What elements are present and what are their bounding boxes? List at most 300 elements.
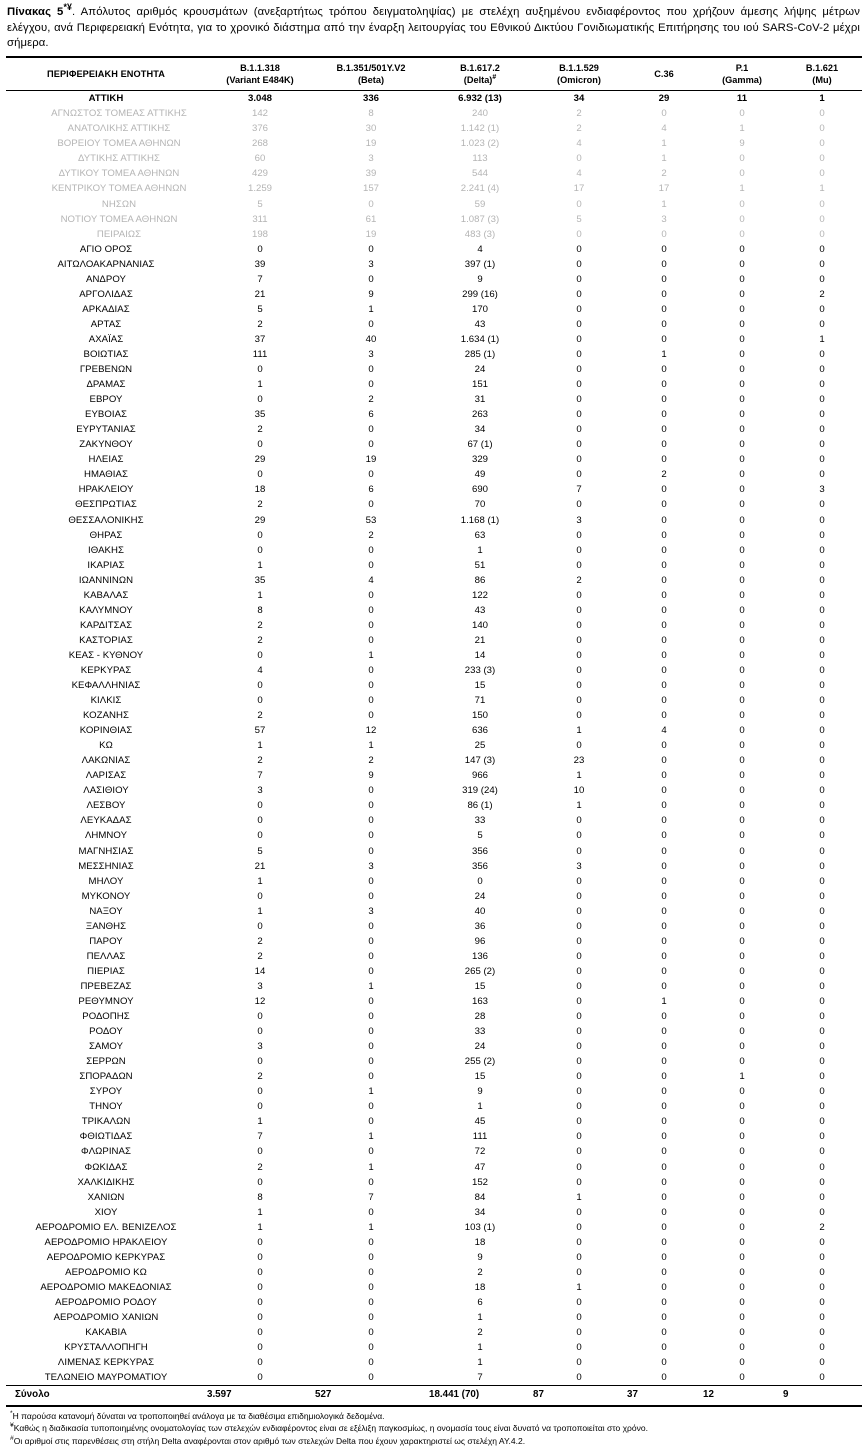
value-cell-5: 2: [661, 469, 667, 481]
value-cell-6: 0: [739, 318, 745, 330]
table-row: [6, 949, 862, 964]
value-cell-5: 0: [661, 1191, 667, 1203]
region-name-cell: ΕΒΡΟΥ: [89, 394, 123, 406]
value-cell-1: 18: [254, 484, 266, 496]
value-cell-2: 0: [368, 680, 374, 692]
value-cell-4: 34: [573, 93, 585, 105]
variant-case-table: [6, 56, 862, 1407]
header-line-2: (Omicron): [557, 74, 601, 85]
value-cell-4: 0: [576, 695, 582, 707]
value-cell-5: 0: [661, 1206, 667, 1218]
value-cell-7: 0: [819, 1176, 825, 1188]
value-cell-2: 0: [368, 1327, 374, 1339]
region-name-cell: ΑΓΝΩΣΤΟΣ ΤΟΜΕΑΣ ΑΤΤΙΚΗΣ: [51, 108, 187, 120]
value-cell-2: 6: [368, 484, 374, 496]
value-cell-5: 0: [661, 649, 667, 661]
region-name-cell: ΦΘΙΩΤΙΔΑΣ: [79, 1131, 133, 1143]
value-cell-3: 84: [474, 1191, 486, 1203]
value-cell-3: 147 (3): [464, 755, 496, 767]
value-cell-7: 0: [819, 875, 825, 887]
value-cell-7: 0: [819, 379, 825, 391]
value-cell-2: 1: [368, 740, 374, 752]
value-cell-5: 0: [661, 409, 667, 421]
value-cell-1: 0: [257, 1086, 263, 1098]
value-cell-5: 0: [661, 1266, 667, 1278]
value-cell-1: 0: [257, 469, 263, 481]
table-row: [6, 272, 862, 287]
header-line-1: P.1: [735, 62, 749, 73]
value-cell-3: 2: [477, 1266, 483, 1278]
value-cell-1: 0: [257, 920, 263, 932]
table-row: [6, 708, 862, 723]
value-cell-3: 72: [474, 1146, 486, 1158]
value-cell-6: 0: [739, 905, 745, 917]
value-cell-6: 0: [739, 1176, 745, 1188]
value-cell-7: 0: [819, 830, 825, 842]
value-cell-4: 0: [576, 815, 582, 827]
region-name-cell: ΖΑΚΥΝΘΟΥ: [79, 439, 133, 451]
value-cell-3: 49: [474, 469, 486, 481]
table-row: [6, 979, 862, 994]
value-cell-7: 0: [819, 815, 825, 827]
region-name-cell: ΔΥΤΙΚΗΣ ΑΤΤΙΚΗΣ: [77, 153, 161, 165]
column-header-variant-7: [782, 57, 862, 91]
value-cell-6: 0: [739, 544, 745, 556]
table-row: [6, 497, 862, 512]
table-row: [6, 437, 862, 452]
table-row: [6, 1235, 862, 1250]
value-cell-5: 0: [661, 1056, 667, 1068]
value-cell-1: 0: [257, 1342, 263, 1354]
column-header-variant-2: [314, 57, 428, 91]
value-cell-7: 0: [819, 439, 825, 451]
value-cell-7: 0: [819, 514, 825, 526]
table-caption-text: . Απόλυτος αριθμός κρουσμάτων (ανεξαρτήτως τρόπου δειγματοληψίας) με στελέχη αυξημένου ενδιαφέροντος που χρήζουν άμεσης λήψης μέτρων ελέγχου, ανά Περιφερειακή Ενότητα, για το χρονικό διάστημα από την έναρξη λειτουργίας του Εθνικού Δικτύου Γονιδιωματικής Επιτήρησης του ιού SARS-CoV-2 μέχρι σήμερα.: [7, 6, 860, 50]
value-cell-4: 0: [576, 920, 582, 932]
column-header-variant-5: [626, 57, 702, 91]
value-cell-3: 4: [477, 243, 483, 255]
table-row: [6, 1175, 862, 1190]
value-cell-2: 1: [368, 1131, 374, 1143]
value-cell-1: 2: [257, 1161, 263, 1173]
region-name-cell: ΛΑΣΙΘΙΟΥ: [83, 785, 129, 797]
value-cell-4: 0: [576, 905, 582, 917]
region-name-cell: ΛΙΜΕΝΑΣ ΚΕΡΚΥΡΑΣ: [57, 1357, 155, 1369]
value-cell-5: 0: [661, 785, 667, 797]
value-cell-3: 1: [477, 1101, 483, 1113]
header-line-2: (Beta): [357, 74, 385, 85]
region-name-cell: ΑΡΤΑΣ: [90, 318, 122, 330]
region-name-cell: ΚΟΖΑΝΗΣ: [83, 710, 129, 722]
value-cell-2: 0: [368, 469, 374, 481]
value-cell-1: 3: [257, 785, 263, 797]
value-cell-3: 356: [471, 845, 488, 857]
value-cell-1: 21: [254, 288, 266, 300]
value-cell-3: 43: [474, 318, 486, 330]
value-cell-3: 40: [474, 905, 486, 917]
value-cell-3: 103 (1): [464, 1221, 496, 1233]
value-cell-7: 0: [819, 950, 825, 962]
value-cell-3: 15: [474, 680, 486, 692]
value-cell-2: 0: [368, 544, 374, 556]
value-cell-3: 24: [474, 364, 486, 376]
region-name-cell: ΑΡΓΟΛΙΔΑΣ: [79, 288, 133, 300]
region-name-cell: ΠΙΕΡΙΑΣ: [87, 965, 125, 977]
value-cell-7: 0: [819, 1311, 825, 1323]
value-cell-1: 37: [254, 333, 266, 345]
value-cell-7: 0: [819, 996, 825, 1007]
value-cell-2: 0: [368, 1357, 374, 1369]
value-cell-3: 28: [474, 1011, 486, 1023]
column-header-variant-3: [428, 57, 532, 91]
value-cell-6: 0: [739, 1281, 745, 1293]
region-name-cell: ΝΑΞΟΥ: [89, 905, 123, 917]
value-cell-5: 0: [661, 680, 667, 692]
value-cell-2: 2: [368, 529, 374, 541]
value-cell-2: 19: [365, 228, 377, 240]
table-row: [6, 543, 862, 558]
value-cell-7: 0: [819, 740, 825, 752]
value-cell-5: 0: [661, 604, 667, 616]
value-cell-6: 0: [739, 1056, 745, 1068]
value-cell-7: 0: [819, 123, 825, 135]
value-cell-2: 0: [368, 1056, 374, 1068]
region-name-cell: ΡΟΔΟΠΗΣ: [82, 1011, 130, 1023]
value-cell-2: 7: [368, 1191, 374, 1203]
table-row: [6, 678, 862, 693]
value-cell-7: 0: [819, 1026, 825, 1038]
table-row: [6, 1220, 862, 1235]
table-row: [6, 1295, 862, 1310]
value-cell-3: 9: [477, 1251, 483, 1263]
value-cell-3: 9: [477, 273, 483, 285]
value-cell-7: 0: [819, 1146, 825, 1158]
value-cell-5: 0: [661, 830, 667, 842]
value-cell-6: 0: [739, 1026, 745, 1038]
value-cell-3: 33: [474, 1026, 486, 1038]
table-row: [6, 452, 862, 467]
value-cell-6: 0: [739, 394, 745, 406]
value-cell-7: 1: [819, 333, 825, 345]
value-cell-5: 0: [661, 920, 667, 932]
value-cell-1: 7: [257, 273, 263, 285]
value-cell-4: 17: [573, 183, 585, 195]
value-cell-1: 0: [257, 1011, 263, 1023]
value-cell-4: 0: [576, 273, 582, 285]
table-row: [6, 407, 862, 422]
region-name-cell: ΒΟΙΩΤΙΑΣ: [83, 348, 129, 360]
value-cell-1: 111: [252, 348, 268, 360]
value-cell-7: 0: [819, 1372, 825, 1384]
value-cell-1: 57: [254, 725, 266, 737]
value-cell-5: 0: [661, 1176, 667, 1188]
value-cell-2: 0: [368, 424, 374, 436]
table-row: [6, 874, 862, 889]
value-cell-2: 3: [368, 905, 374, 917]
region-name-cell: ΛΕΣΒΟΥ: [86, 800, 126, 812]
value-cell-7: 0: [819, 499, 825, 511]
table-row: [6, 422, 862, 437]
value-cell-4: 2: [576, 108, 582, 120]
value-cell-6: 0: [739, 364, 745, 376]
value-cell-4: 0: [576, 1221, 582, 1233]
value-cell-4: 0: [576, 318, 582, 330]
value-cell-3: 18: [474, 1236, 486, 1248]
value-cell-5: 0: [661, 1026, 667, 1038]
value-cell-3: 329: [471, 454, 488, 466]
header-line-2: (Delta)#: [463, 73, 497, 85]
value-cell-3: 2.241 (4): [460, 183, 500, 195]
table-row: [6, 618, 862, 633]
table-row: [6, 392, 862, 407]
total-value-7: 9: [783, 1389, 789, 1401]
value-cell-5: 0: [661, 379, 667, 391]
table-row: [6, 482, 862, 497]
value-cell-6: 0: [739, 409, 745, 421]
region-name-cell: ΠΡΕΒΕΖΑΣ: [80, 980, 132, 992]
value-cell-4: 1: [576, 770, 582, 782]
value-cell-5: 0: [661, 935, 667, 947]
value-cell-2: 0: [368, 664, 374, 676]
value-cell-5: 0: [661, 1342, 667, 1354]
value-cell-4: 3: [576, 514, 582, 526]
table-row: [6, 332, 862, 347]
value-cell-5: 1: [661, 198, 667, 210]
value-cell-4: 0: [576, 288, 582, 300]
region-name-cell: ΑΙΤΩΛΟΑΚΑΡΝΑΝΙΑΣ: [57, 258, 155, 270]
region-name-cell: ΑΕΡΟΔΡΟΜΙΟ ΜΑΚΕΔΟΝΙΑΣ: [40, 1281, 172, 1293]
value-cell-4: 0: [576, 153, 582, 165]
value-cell-7: 0: [819, 529, 825, 541]
value-cell-3: 544: [471, 168, 488, 180]
value-cell-7: 0: [819, 1191, 825, 1203]
region-name-cell: ΤΡΙΚΑΛΩΝ: [81, 1116, 131, 1128]
table-row: [6, 859, 862, 874]
value-cell-7: 0: [819, 303, 825, 315]
table-row: [6, 227, 862, 242]
value-cell-1: 1: [257, 1206, 263, 1218]
value-cell-7: 0: [819, 935, 825, 947]
value-cell-1: 0: [257, 695, 263, 707]
value-cell-2: 1: [368, 1086, 374, 1098]
value-cell-2: 0: [368, 996, 374, 1007]
value-cell-3: 7: [477, 1372, 483, 1384]
value-cell-5: 0: [661, 1327, 667, 1339]
value-cell-7: 0: [819, 243, 825, 255]
value-cell-4: 2: [576, 574, 582, 586]
value-cell-1: 0: [257, 1251, 263, 1263]
value-cell-2: 0: [368, 198, 374, 210]
region-name-cell: ΣΕΡΡΩΝ: [86, 1056, 126, 1068]
value-cell-1: 2: [257, 935, 263, 947]
value-cell-5: 0: [661, 1221, 667, 1233]
region-name-cell: ΒΟΡΕΙΟΥ ΤΟΜΕΑ ΑΘΗΝΩΝ: [57, 138, 181, 150]
value-cell-1: 268: [251, 138, 268, 150]
value-cell-2: 19: [365, 454, 377, 466]
value-cell-5: 0: [661, 695, 667, 707]
region-name-cell: ΧΑΛΚΙΔΙΚΗΣ: [77, 1176, 135, 1188]
table-row: [6, 1114, 862, 1129]
table-row: [6, 181, 862, 196]
value-cell-6: 0: [739, 604, 745, 616]
region-name-cell: ΑΕΡΟΔΡΟΜΙΟ ΧΑΝΙΩΝ: [53, 1311, 159, 1323]
value-cell-3: 319 (24): [462, 785, 498, 797]
value-cell-7: 0: [819, 634, 825, 646]
value-cell-4: 0: [576, 1372, 582, 1384]
region-name-cell: ΓΡΕΒΕΝΩΝ: [79, 364, 133, 376]
table-row: [6, 633, 862, 648]
value-cell-4: 0: [576, 1342, 582, 1354]
value-cell-7: 0: [819, 394, 825, 406]
value-cell-5: 0: [661, 318, 667, 330]
value-cell-5: 2: [661, 168, 667, 180]
table-row: [6, 768, 862, 783]
value-cell-6: 0: [739, 664, 745, 676]
value-cell-1: 0: [257, 680, 263, 692]
region-name-cell: ΣΠΟΡΑΔΩΝ: [79, 1071, 133, 1083]
value-cell-1: 0: [257, 1296, 263, 1308]
value-cell-3: 1: [477, 1311, 483, 1323]
value-cell-5: 0: [661, 273, 667, 285]
value-cell-5: 0: [661, 108, 667, 120]
value-cell-4: 0: [576, 454, 582, 466]
region-name-cell: ΚΑΚΑΒΙΑ: [85, 1327, 127, 1339]
region-name-cell: ΕΥΡΥΤΑΝΙΑΣ: [76, 424, 136, 436]
value-cell-6: 0: [739, 695, 745, 707]
value-cell-7: 0: [819, 1236, 825, 1248]
value-cell-7: 0: [819, 1071, 825, 1083]
value-cell-2: 2: [368, 394, 374, 406]
column-header-variant-1: [206, 57, 314, 91]
value-cell-6: 0: [739, 950, 745, 962]
value-cell-4: 0: [576, 1071, 582, 1083]
header-line-1: B.1.621: [805, 62, 839, 73]
value-cell-3: 2: [477, 1327, 483, 1339]
value-cell-5: 0: [661, 514, 667, 526]
header-line-2: (Variant E484K): [226, 74, 294, 85]
value-cell-7: 0: [819, 1011, 825, 1023]
value-cell-2: 0: [368, 364, 374, 376]
footnote-text: Οι αριθμοί στις παρενθέσεις στη στήλη Delta αναφέρονται στον αριθμό των στελεχών Delta που έχουν χαρακτηριστεί ως στελέχη ΑΥ.4.2.: [13, 1435, 526, 1446]
table-row: [6, 1280, 862, 1295]
table-row: [6, 257, 862, 272]
value-cell-6: 0: [739, 680, 745, 692]
table-footer: [6, 1386, 862, 1406]
value-cell-4: 0: [576, 875, 582, 887]
value-cell-5: 0: [661, 740, 667, 752]
value-cell-2: 336: [362, 93, 379, 105]
value-cell-3: 285 (1): [464, 348, 496, 360]
value-cell-1: 8: [257, 604, 263, 616]
value-cell-6: 0: [739, 1116, 745, 1128]
table-row: [6, 317, 862, 332]
region-name-cell: ΑΧΑΪΑΣ: [88, 333, 124, 345]
value-cell-6: 0: [739, 815, 745, 827]
value-cell-6: 0: [739, 1296, 745, 1308]
value-cell-5: 0: [661, 980, 667, 992]
value-cell-5: 0: [661, 664, 667, 676]
value-cell-4: 0: [576, 1026, 582, 1038]
value-cell-5: 0: [661, 288, 667, 300]
region-name-cell: ΑΝΔΡΟΥ: [86, 273, 126, 285]
table-row: [6, 828, 862, 843]
value-cell-1: 0: [257, 1266, 263, 1278]
value-cell-1: 0: [257, 1236, 263, 1248]
region-name-cell: ΑΓΙΟ ΟΡΟΣ: [79, 243, 133, 255]
value-cell-6: 0: [739, 1086, 745, 1098]
region-name-cell: ΑΕΡΟΔΡΟΜΙΟ ΡΟΔΟΥ: [55, 1296, 157, 1308]
value-cell-6: 0: [739, 424, 745, 436]
value-cell-1: 2: [257, 424, 263, 436]
footnote-text: Καθώς η διαδικασία τυποποιημένης ονοματολογίας των στελεχών ενδιαφέροντος είναι σε εξέλιξη παγκοσμίως, η ονομασία τους είναι δυνατό να τροποποιείται στο χρόνο.: [13, 1423, 648, 1434]
region-name-cell: ΛΗΜΝΟΥ: [84, 830, 128, 842]
table-row: [6, 1190, 862, 1205]
value-cell-6: 0: [739, 439, 745, 451]
region-name-cell: ΜΕΣΣΗΝΙΑΣ: [78, 860, 134, 872]
value-cell-5: 0: [661, 1236, 667, 1248]
value-cell-7: 0: [819, 153, 825, 165]
value-cell-4: 10: [573, 785, 585, 797]
value-cell-1: 2: [257, 318, 263, 330]
value-cell-7: 0: [819, 1342, 825, 1354]
value-cell-5: 4: [661, 725, 667, 737]
value-cell-5: 0: [661, 243, 667, 255]
table-row: [6, 723, 862, 738]
footnote-2: [10, 1422, 862, 1435]
value-cell-7: 0: [819, 619, 825, 631]
value-cell-3: 14: [474, 649, 486, 661]
value-cell-6: 1: [739, 1071, 745, 1083]
value-cell-7: 0: [819, 1116, 825, 1128]
value-cell-3: 15: [474, 1071, 486, 1083]
value-cell-6: 0: [739, 1041, 745, 1053]
region-name-cell: ΚΙΛΚΙΣ: [90, 695, 122, 707]
value-cell-2: 0: [368, 1116, 374, 1128]
value-cell-3: 1.634 (1): [460, 333, 500, 345]
table-row: [6, 151, 862, 166]
value-cell-5: 0: [661, 950, 667, 962]
region-name-cell: ΠΕΙΡΑΙΩΣ: [96, 228, 142, 240]
value-cell-7: 0: [819, 1251, 825, 1263]
value-cell-7: 0: [819, 860, 825, 872]
table-row: [6, 347, 862, 362]
table-row: [6, 813, 862, 828]
value-cell-4: 0: [576, 664, 582, 676]
value-cell-7: 0: [819, 905, 825, 917]
region-name-cell: ΣΥΡΟΥ: [89, 1086, 123, 1098]
value-cell-6: 0: [739, 303, 745, 315]
value-cell-5: 1: [661, 138, 667, 150]
value-cell-6: 0: [739, 1191, 745, 1203]
value-cell-4: 0: [576, 1041, 582, 1053]
value-cell-4: 0: [576, 529, 582, 541]
value-cell-4: 4: [576, 138, 582, 150]
table-row: [6, 648, 862, 663]
value-cell-5: 0: [661, 1011, 667, 1023]
value-cell-5: 0: [661, 1071, 667, 1083]
region-name-cell: ΚΕΝΤΡΙΚΟΥ ΤΟΜΕΑ ΑΘΗΝΩΝ: [51, 183, 187, 195]
table-row: [6, 1009, 862, 1024]
value-cell-4: 0: [576, 559, 582, 571]
value-cell-3: 5: [477, 830, 483, 842]
value-cell-6: 0: [739, 619, 745, 631]
value-cell-1: 0: [257, 1146, 263, 1158]
table-header: [6, 57, 862, 91]
value-cell-7: 0: [819, 980, 825, 992]
value-cell-4: 0: [576, 1116, 582, 1128]
value-cell-7: 0: [819, 785, 825, 797]
value-cell-5: 0: [661, 860, 667, 872]
